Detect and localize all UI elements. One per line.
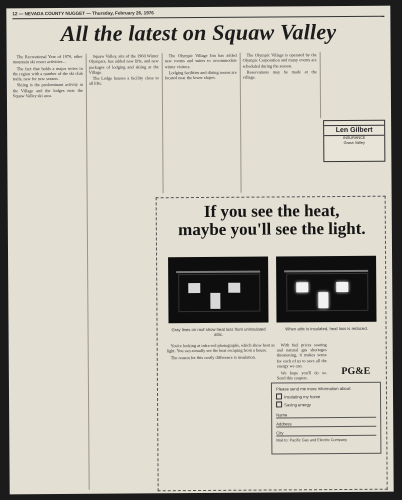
coupon-field-label: Address — [276, 421, 292, 427]
insurance-ad — [323, 120, 385, 162]
pge-ad-paragraph: You're looking at infra-red photographs, which show heat as light. You can actually see the heat escaping from a house. — [166, 342, 275, 354]
insurance-ad-line: Grass Valley — [343, 140, 365, 145]
coupon-field-label: Name — [276, 412, 288, 418]
pge-logo: PG&E — [341, 365, 371, 378]
coupon-option-label: Saving energy — [284, 401, 311, 407]
article-column-1 — [13, 54, 86, 490]
article-paragraph: The Olympic Village is operated by the Olympic Corporation and many events are scheduled during the season. — [242, 52, 317, 69]
coupon-option-label: Insulating my home — [284, 393, 321, 399]
infrared-photo-uninsulated — [168, 257, 268, 324]
coupon-mail-to: Mail to: Pacific Gas and Electric Company — [276, 437, 348, 443]
article-column-4 — [243, 52, 318, 193]
article-paragraph: The Olympic Village Inn has added new rooms and suites to accommodate winter visitors. — [164, 52, 237, 69]
article-column-5 — [323, 52, 385, 118]
newspaper-page — [6, 6, 393, 495]
infrared-photo-insulated — [276, 256, 376, 323]
coupon-city-field[interactable] — [276, 427, 376, 437]
pge-ad-paragraph: The reason for this costly difference is insulation. — [170, 355, 256, 361]
pge-ad-body-left — [167, 342, 276, 483]
pge-ad-body-right — [276, 342, 327, 381]
insurance-ad-line: INSURANCE — [343, 135, 366, 140]
article-paragraph: Lodging facilities and dining rooms are located near the lower slopes. — [164, 69, 237, 81]
insurance-ad-name: Len Gilbert — [324, 125, 384, 136]
headline: All the latest on Squaw Valley — [60, 19, 337, 46]
pge-ad-headline-line: maybe you'll see the light. — [178, 218, 366, 240]
column-divider — [240, 53, 242, 193]
coupon-field-label: City — [276, 430, 284, 436]
article-column-2 — [89, 53, 160, 193]
column-divider — [320, 52, 321, 118]
article-column-3 — [165, 53, 238, 193]
pge-ad-headline — [168, 202, 376, 239]
article-paragraph: The Recreational Year of 1976, other mountain ski resort activities... — [12, 53, 83, 65]
coupon-title: Please send me more information about: — [275, 385, 352, 392]
photo-caption-left: Gray lines on roof show heat loss from uninsulated attic. — [171, 326, 266, 337]
pge-ad-headline-line: If you see the heat, — [203, 201, 340, 221]
pge-ad-paragraph: We hope you'll do so. Send this coupon. — [276, 370, 327, 381]
coupon-checkbox[interactable] — [276, 393, 282, 399]
coupon-option — [276, 393, 376, 400]
photo-caption-right: When attic is insulated, heat loss is reduced. — [285, 325, 368, 332]
article-paragraph: Skiing is the predominant activity at the Village and the lodges near the Squaw Valley ski area. — [12, 82, 83, 99]
coupon-option — [276, 401, 376, 408]
page-folio: 12 — NEVADA COUNTY NUGGET — Thursday, February 26, 1976 — [12, 10, 154, 17]
article-paragraph: The Lodge houses a facility close to all lifts. — [88, 75, 159, 87]
coupon-checkbox[interactable] — [276, 401, 282, 407]
article-paragraph: The fact that holds a major series in the region with a number of the ski club trails, new for new season. — [12, 65, 83, 82]
pge-ad-paragraph: With fuel prices soaring and natural gas shortages threatening, it makes sense for each of us to save all the energy we can. — [276, 342, 327, 369]
column-divider — [162, 53, 164, 193]
article-paragraph: Squaw Valley, site of the 1960 Winter Olympics, has added new lifts, and new packages of lodging and skiing at the Village. — [88, 53, 159, 75]
pge-coupon — [271, 382, 381, 455]
article-paragraph: Reservations may be made at the village. — [242, 68, 317, 80]
